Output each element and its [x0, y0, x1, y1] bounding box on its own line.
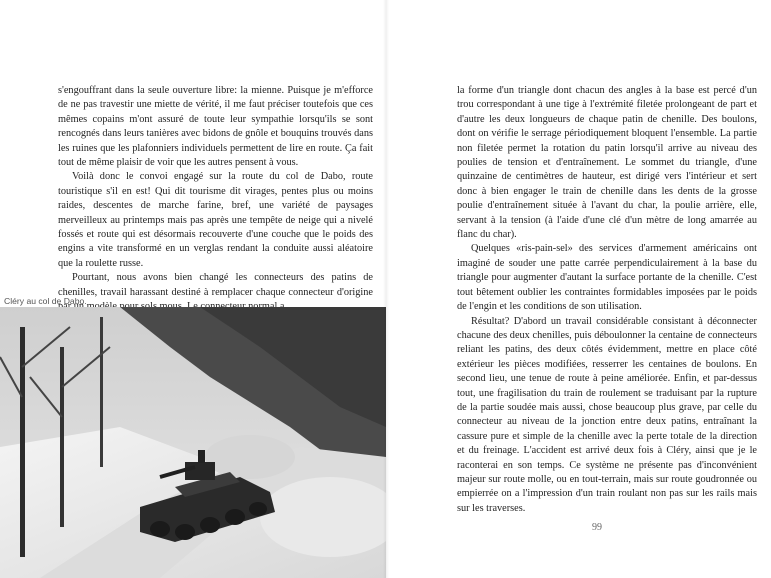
right-text-column [457, 84, 757, 516]
paragraph: Voilà donc le convoi engagé sur la route du col de Dabo, route touristique s'il en est! Qui dit tourisme dit virages, pentes plus ou moins raides, descentes de marche farine, bref, une variété de paysages merveilleux au printemps mais pas après une tempête de neige qui a nivelé fossés et route qui est désormais recouverte d'une couche que le poids des engins a vite transformé en un verglas rendant la conduite aussi aléatoire que la roulette russe. [58, 171, 373, 269]
tank-photo [0, 307, 386, 578]
snow-road-tank-image [0, 307, 386, 578]
photo-caption: Cléry au col de Dabo. [4, 296, 87, 306]
paragraph: Quelques «ris-pain-sel» des services d'armement américains ont imaginé de souder une patte carrée perpendiculairement à la base du triangle pour augmenter d'autant la surface portante de la chenille. C'est tout bêtement oublier les contraintes formidables imposées par le poids de l'engin et les conditions de son utilisation. [457, 243, 757, 313]
left-text-column [58, 84, 373, 315]
page-number: 99 [592, 522, 602, 533]
right-page [386, 0, 771, 578]
paragraph: la forme d'un triangle dont chacun des angles à la base est percé d'un trou correspondant à une tige à l'extrémité filetée prolongeant de part et d'autre les deux longueurs de chaque patin de chenille. Des boulons, dont on vérifie le serrage périodiquement bloquent l'ensemble. La partie non filetée permet la rotation du patin lorsqu'il arrive au niveau des poulies de tension et d'entraînement. Le sommet du triangle, d'une quinzaine de centimètres de hauteur, est dirigé vers l'intérieur et sert donc à bien engager le train de chenille dans les dents de la grosse poulie d'entraînement située à l'avant du char, la poulie arrière, elle, servant à la tension (à l'aide d'une clé d'un mètre de long amarrée au flanc du char). [457, 85, 757, 241]
paragraph: Résultat? D'abord un travail considérable consistant à déconnecter chacune des deux chenilles, puis déboulonner la centaine de connecteurs reliant les patins, des deux côtés évidemment, mettre en place côté extérieur les pièces modifiées, resserrer les centaines de boulons. En second lieu, une tenue de route à peine améliorée. Enfin, et par-dessus tout, une fragilisation du train de roulement se traduisant par la rupture de la partie soudée mais aussi, chose beaucoup plus grave, par celle du connecteur au niveau de la jonction entre deux patins, entraînant la cassure pure et simple de la chenille avec la perte totale de la direction et du freinage. L'accident est arrivé deux fois à Cléry, ainsi que je le raconterai en son temps. Ce système ne présente pas d'inconvénient majeur sur route molle, ou en tout-terrain, mais sur route goudronnée ou empierrée on a l'impression d'un train roulant non pas sur les rails mais sur les traverses. [457, 315, 757, 514]
paragraph: Pourtant, nous avons bien changé les connecteurs des patins de chenilles, travail harassant destiné à remplacer chaque connecteur d'origine [58, 272, 373, 298]
paragraph: s'engouffrant dans la seule ouverture libre: la mienne. Puisque je m'efforce de ne pas travestir une miette de vérité, il me faut préciser toutefois que ces mêmes copains m'ont assuré de toute leur sympathie lorsqu'ils se sont rencognés dans leurs tanières avec bidons de gnôle et bouquins trouvés dans les ruines que les plafonniers individuels permettent de lire en route. Ça fait tout de même plaisir de voir que les autres pensent à vous. [58, 85, 373, 169]
